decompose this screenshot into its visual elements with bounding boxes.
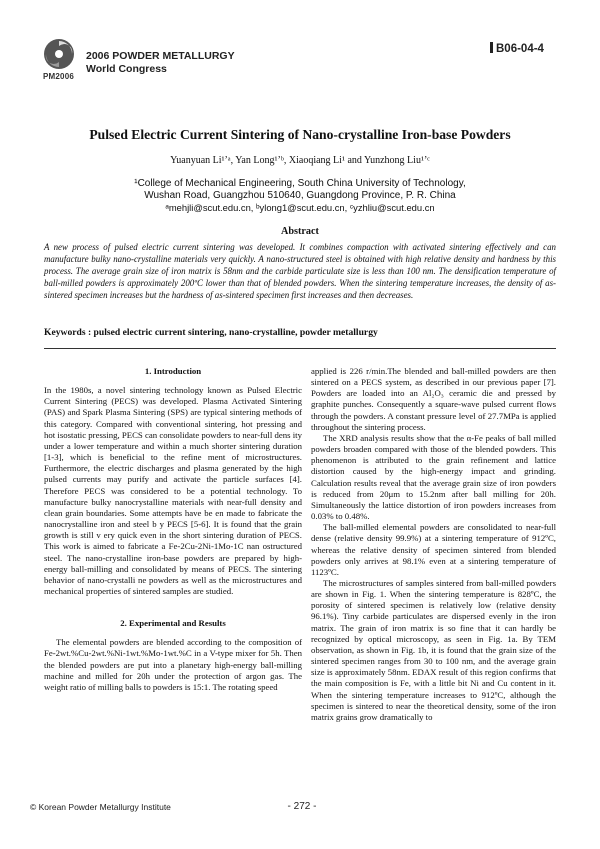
conference-subtitle: World Congress: [86, 63, 167, 75]
paper-code: [490, 42, 560, 55]
section-divider: [44, 348, 556, 349]
experimental-paragraph: The elemental powders are blended according to the composition of Fe-2wt.%Cu-2wt.%Ni-1wt.%Mo-1wt.%C in a V-type mixer for 5h. Then the blended powders are put into a planetary high-energy ball-milling machine and milled for 20h under the protection of argon gas. The weight ratio of milling balls to powders is 15:1. The rotating speed: [44, 637, 302, 692]
affiliation-line-1: ¹College of Mechanical Engineering, South China University of Technology,: [134, 178, 466, 189]
copyright-notice: © Korean Powder Metallurgy Institute: [30, 802, 171, 812]
page-number: - 272 -: [287, 801, 317, 812]
abstract-text: A new process of pulsed electric current sintering was developed. It combines compaction with activated sintering effectively and can manufacture bulky nano-crystalline materials very quickly. A nano-structured steel is obtained with high relative density and hardness by this process. The average grain size of iron matrix is 58nm and the carbide particulate size is less than 100 nm. The densification temperature of ball-milled powders is approximately 200ºC lower than that of blended powders. When the sintering temperature increases, the density of as-sintered specimen increases but the hardness of as-sintered specimen first increases and then decreases.: [44, 242, 556, 301]
right-column: [311, 366, 556, 723]
pm2006-logo-icon: [42, 37, 76, 71]
section-heading-experimental: 2. Experimental and Results: [120, 618, 226, 629]
left-column: [44, 366, 302, 693]
logo-year-text: PM2006: [43, 72, 74, 81]
body-paragraph-1: applied is 226 r/min.The blended and ball-milled powders are then sintered on a PECS system, as described in our previous paper [7]. Powders are loaded into an Al₂O₃ ceramic die and pressed by graphite punches. Consequently a square-wave pulsed current flows through the powders. A constant pressure level of 27.7MPa is applied throughout the sintering process.: [311, 366, 556, 432]
body-paragraph-4: The microstructures of samples sintered from ball-milled powders are shown in Fig. 1. When the sintering temperature is 828ºC, the porosity of sintered specimen is relatively low (relative density 96.1%). Tiny carbide particulates are dispersed evenly in the iron matrix. The grain of iron matrix is so fine that it can hardly be recognized by optical microscopy, as seen in Fig. 1a. By TEM observation, as shown in Fig. 1b, it is found that the grain size of the sintered specimen ranges from 30 to 100 nm, and the average grain size is approximately 58nm. EDAX result of this region confirms that the main composition is Fe, with a little bit Ni and Cu content in it. When the sintering temperature increases to 912ºC, although the specimen is sintered to near the theoretical density, some of the iron matrix grains grow dramatically to: [311, 577, 556, 722]
affiliation-line-2: Wushan Road, Guangzhou 510640, Guangdong Province, P. R. China: [144, 190, 456, 201]
body-paragraph-3: The ball-milled elemental powders are consolidated to near-full dense (relative density 99.9%) at a sintering temperature of 912ºC, whereas the relative density of specimen sintered from blended powders only arrives at 98.1% even at a sintering temperature of 1123ºC.: [311, 522, 556, 577]
abstract-heading: Abstract: [281, 226, 319, 237]
paper-code-text: B06-04-4: [496, 43, 544, 55]
paper-title: Pulsed Electric Current Sintering of Nano-crystalline Iron-base Powders: [89, 127, 511, 142]
section-heading-introduction: 1. Introduction: [144, 366, 202, 376]
body-paragraph-2: The XRD analysis results show that the α-Fe peaks of ball milled powders broaden compared with those of the blended powders. This phenomenon is attributed to the grain refinement and lattice distortion caused by the high-energy impact and grinding. Calculation results reveal that the average grain size of iron powders is reduced from 20μm to 15.2nm after ball milling for 20h. Simultaneously the lattice distortion of iron powders increases from 0.03% to 0.48%.: [311, 432, 556, 522]
author-list: Yuanyuan Li¹ʼᵃ, Yan Long¹ʼᵇ, Xiaoqiang Li¹ and Yunzhong Liu¹ʼᶜ: [170, 155, 430, 166]
affiliation-emails: ᵃmehjli@scut.edu.cn, ᵇylong1@scut.edu.cn, ᶜyzhliu@scut.edu.cn: [165, 202, 435, 213]
keywords: Keywords : pulsed electric current sintering, nano-crystalline, powder metallurgy: [44, 327, 378, 338]
conference-name: 2006 POWDER METALLURGY: [86, 50, 235, 62]
introduction-paragraph: In the 1980s, a novel sintering technology known as Pulsed Electric Current Sintering (PECS) was developed. Plasma Activated Sintering (PAS) and Spark Plasma Sintering (SPS) are typical sintering methods of this category. Compared with conventional sintering, hot pressing and hot isostatic pressing, PECS can consolidate powders to near-full dens ity under a lower temperature and within a much shorter sintering duration [1-3], which is beneficial to the refine ment of microstructures. Furthermore, the electric discharges and plasma generated by the high pulsed currents may purify and activate the particle surfaces [4]. Therefore PECS was considered to be a potential technology. To manufacture bulky nanocrystalline materials with near-full density and clean grain boundaries. Some attempts have be en made to fabricate the nanocrystalline iron and steel b y PECS [5-6]. It is found that the grain growth is still v ery quick even in the short sintering duration of PECS. This work is aimed to fabricate a Fe-2Cu-2Ni-1Mo-1C nan ostructured steel. The nano-crystalline iron-base powders are prepared by high-energy ball-milling and consolidated by means of PECS. The sintering behavior of nano-crystalli ne powders as well as the microstructures and mechanical properties of sintered samples are studied.: [44, 385, 302, 596]
